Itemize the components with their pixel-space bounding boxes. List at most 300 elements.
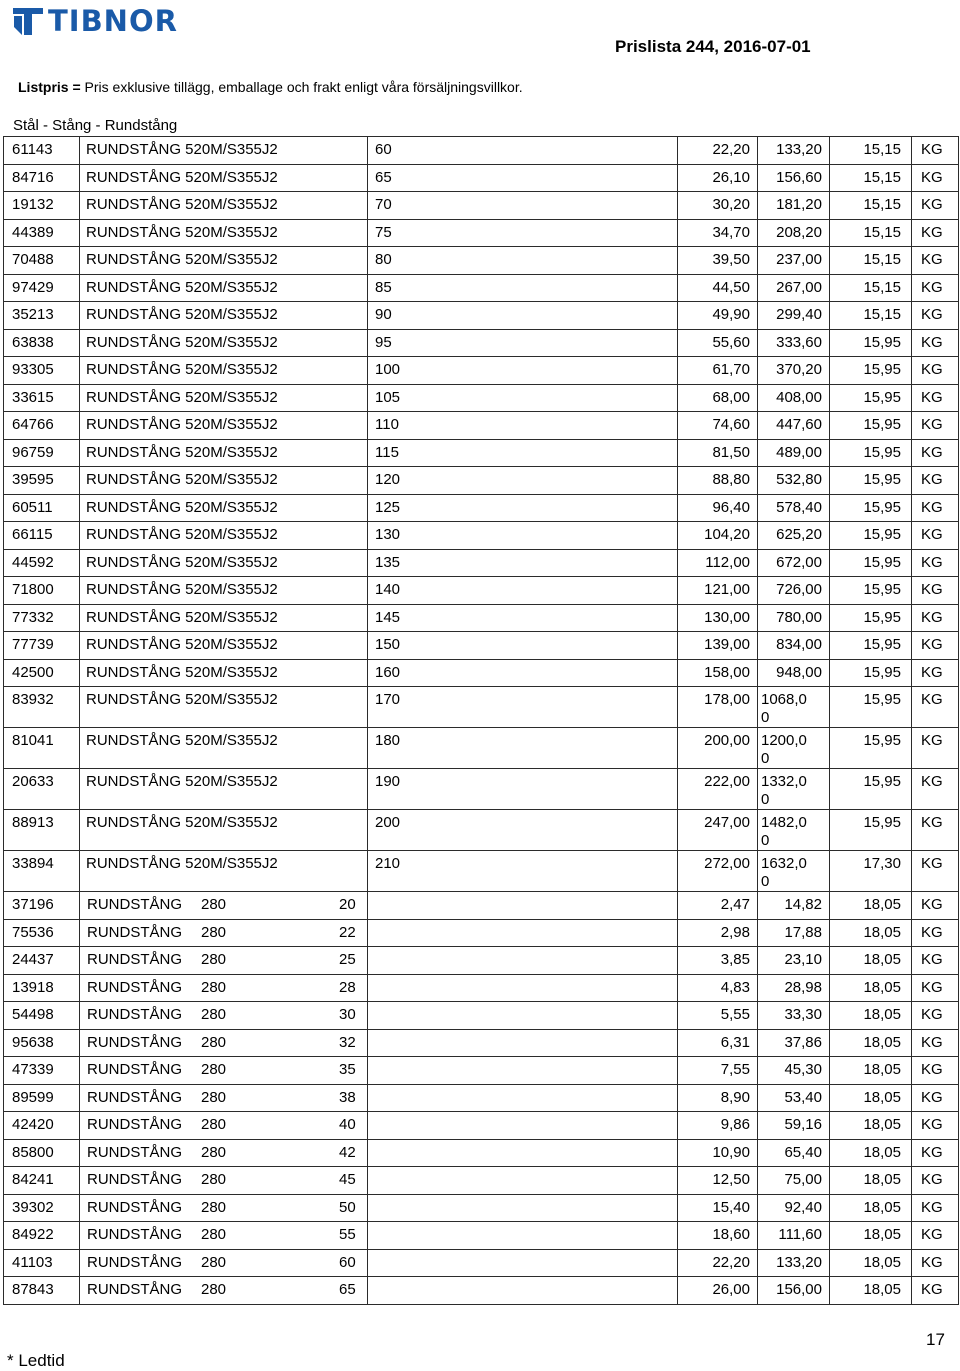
dimension-cell xyxy=(368,632,678,660)
dimension-cell xyxy=(339,1277,678,1305)
price-cell xyxy=(678,1084,758,1112)
dimension: 60 xyxy=(339,1253,356,1271)
table-row xyxy=(4,494,959,522)
total: 181,20 xyxy=(776,196,822,213)
unit-cell xyxy=(912,892,959,920)
unit: KG xyxy=(921,1253,943,1271)
product-name: RUNDSTÅNG 520M/S355J2 xyxy=(86,732,278,749)
total: 333,60 xyxy=(776,333,822,351)
total-cell xyxy=(758,302,830,330)
unit: KG xyxy=(921,1281,943,1298)
price-cell xyxy=(678,1057,758,1085)
total-cell xyxy=(758,632,830,660)
unit: KG xyxy=(921,361,943,378)
product-name-cell xyxy=(80,439,368,467)
article-number-cell xyxy=(4,1002,80,1030)
product-name-cell xyxy=(80,329,368,357)
price: 49,90 xyxy=(712,306,750,323)
price-per-kg: 15,15 xyxy=(863,251,901,268)
article-number: 20633 xyxy=(12,773,54,790)
dimension: 160 xyxy=(375,663,401,681)
table-row xyxy=(4,1057,959,1085)
product-name-cell xyxy=(80,219,368,247)
unit: KG xyxy=(921,814,943,831)
product-name: RUNDSTÅNG xyxy=(87,896,183,913)
article-number: 70488 xyxy=(12,251,54,268)
article-number: 39595 xyxy=(12,471,54,488)
table-row xyxy=(4,412,959,440)
article-number: 93305 xyxy=(12,361,54,378)
article-number: 87843 xyxy=(12,1281,54,1298)
total-cell xyxy=(758,769,830,810)
total: 834,00 xyxy=(776,636,822,653)
unit: KG xyxy=(921,978,943,996)
dimension: 90 xyxy=(375,306,392,323)
price-per-kg: 18,05 xyxy=(863,1226,901,1243)
article-number: 60511 xyxy=(12,498,53,516)
price-per-kg: 15,95 xyxy=(863,361,901,378)
table-row xyxy=(4,810,959,851)
table-row xyxy=(4,687,959,728)
article-number-cell xyxy=(4,1277,80,1305)
total: 28,98 xyxy=(784,978,822,996)
price-per-kg-cell xyxy=(830,728,912,769)
dimension: 35 xyxy=(339,1061,356,1078)
price-cell xyxy=(678,494,758,522)
total-cell xyxy=(758,412,830,440)
grade: 280 xyxy=(201,978,227,996)
price: 2,47 xyxy=(720,896,750,913)
unit-cell xyxy=(912,632,959,660)
product-name-cell xyxy=(80,412,368,440)
price-per-kg-cell xyxy=(830,687,912,728)
article-number: 42420 xyxy=(12,1116,54,1133)
article-number-cell xyxy=(4,467,80,495)
unit-cell xyxy=(912,439,959,467)
table-row xyxy=(4,247,959,275)
article-number-cell xyxy=(4,577,80,605)
dimension: 120 xyxy=(375,471,401,488)
total-cell xyxy=(758,1139,830,1167)
total-cell xyxy=(758,467,830,495)
product-name-cell xyxy=(80,274,368,302)
price: 26,10 xyxy=(712,168,750,186)
unit: KG xyxy=(921,773,943,790)
price-cell xyxy=(678,1139,758,1167)
dimension-cell xyxy=(368,274,678,302)
article-number-cell xyxy=(4,439,80,467)
article-number-cell xyxy=(4,192,80,220)
article-number: 75536 xyxy=(12,923,54,941)
total-cell xyxy=(758,247,830,275)
grade: 280 xyxy=(201,1226,227,1243)
price-per-kg: 17,30 xyxy=(863,855,901,872)
article-number-cell xyxy=(4,412,80,440)
grade: 280 xyxy=(201,923,227,941)
product-name-cell xyxy=(80,687,368,728)
article-number: 83932 xyxy=(12,691,54,708)
price: 5,55 xyxy=(720,1006,750,1023)
product-name-cell xyxy=(80,1002,368,1030)
price-per-kg-cell xyxy=(830,467,912,495)
article-number: 88913 xyxy=(12,814,54,831)
article-number-cell xyxy=(4,769,80,810)
unit-cell xyxy=(912,1194,959,1222)
dimension: 55 xyxy=(339,1226,356,1243)
dimension-cell xyxy=(368,494,678,522)
total-cell xyxy=(758,1029,830,1057)
article-number-cell xyxy=(4,604,80,632)
price-cell xyxy=(678,384,758,412)
total-cell xyxy=(758,728,830,769)
total-cell xyxy=(758,1084,830,1112)
total: 14,82 xyxy=(784,896,822,913)
price-per-kg: 15,95 xyxy=(863,773,901,790)
unit: KG xyxy=(921,732,943,749)
price-per-kg: 15,15 xyxy=(863,141,901,158)
table-row xyxy=(4,1002,959,1030)
unit-cell xyxy=(912,769,959,810)
unit-cell xyxy=(912,1002,959,1030)
product-name: RUNDSTÅNG 520M/S355J2 xyxy=(86,196,278,213)
grade: 280 xyxy=(201,1171,227,1188)
dimension: 20 xyxy=(339,896,356,913)
product-name: RUNDSTÅNG 520M/S355J2 xyxy=(86,855,278,872)
product-name: RUNDSTÅNG 520M/S355J2 xyxy=(86,691,278,708)
dimension: 95 xyxy=(375,333,392,351)
unit-cell xyxy=(912,329,959,357)
price-cell xyxy=(678,1277,758,1305)
total: 726,00 xyxy=(776,581,822,598)
price: 200,00 xyxy=(704,732,750,749)
total-cell xyxy=(758,1222,830,1250)
price: 26,00 xyxy=(712,1281,750,1298)
product-name: RUNDSTÅNG 520M/S355J2 xyxy=(86,416,278,433)
product-name-cell xyxy=(80,659,368,687)
table-row xyxy=(4,164,959,192)
unit-cell xyxy=(912,137,959,165)
price-per-kg-cell xyxy=(830,947,912,975)
total-cell xyxy=(758,947,830,975)
document-title: Prislista 244, 2016-07-01 xyxy=(615,37,811,56)
price-per-kg-cell xyxy=(830,192,912,220)
price-per-kg-cell xyxy=(830,1277,912,1305)
price-cell xyxy=(678,1249,758,1277)
table-row xyxy=(4,974,959,1002)
article-number-cell xyxy=(4,1057,80,1085)
article-number: 77332 xyxy=(12,608,54,626)
table-row xyxy=(4,947,959,975)
price-per-kg-cell xyxy=(830,892,912,920)
product-name-cell xyxy=(80,247,368,275)
product-name: RUNDSTÅNG xyxy=(87,1198,183,1216)
dimension-cell xyxy=(368,439,678,467)
product-name: RUNDSTÅNG 520M/S355J2 xyxy=(86,251,278,268)
dimension-cell xyxy=(368,412,678,440)
price: 81,50 xyxy=(712,443,750,461)
price-cell xyxy=(678,947,758,975)
price-cell xyxy=(678,274,758,302)
product-name-cell xyxy=(80,632,368,660)
product-name-cell xyxy=(80,1139,368,1167)
price: 22,20 xyxy=(712,1253,750,1271)
price-table xyxy=(3,136,959,1305)
article-number-cell xyxy=(4,919,80,947)
table-row xyxy=(4,1167,959,1195)
unit: KG xyxy=(921,581,943,598)
total: 1632,0 0 xyxy=(761,855,807,890)
dimension: 85 xyxy=(375,278,392,296)
price-per-kg-cell xyxy=(830,1002,912,1030)
price-per-kg-cell xyxy=(830,494,912,522)
price: 158,00 xyxy=(704,663,750,681)
product-name-cell xyxy=(80,522,368,550)
price: 222,00 xyxy=(704,773,750,790)
product-name: RUNDSTÅNG xyxy=(87,951,183,968)
price-per-kg: 15,95 xyxy=(863,443,901,461)
dimension-cell xyxy=(339,892,678,920)
total: 489,00 xyxy=(776,443,822,461)
unit-cell xyxy=(912,274,959,302)
price-cell xyxy=(678,577,758,605)
price-cell xyxy=(678,549,758,577)
price-per-kg-cell xyxy=(830,1112,912,1140)
article-number: 64766 xyxy=(12,416,54,433)
product-name-cell xyxy=(80,947,368,975)
unit: KG xyxy=(921,951,943,968)
article-number-cell xyxy=(4,357,80,385)
unit: KG xyxy=(921,663,943,681)
price-per-kg: 15,15 xyxy=(863,168,901,186)
table-row xyxy=(4,728,959,769)
price-per-kg: 15,95 xyxy=(863,814,901,831)
table-row xyxy=(4,274,959,302)
product-name: RUNDSTÅNG 520M/S355J2 xyxy=(86,141,278,158)
article-number-cell xyxy=(4,1167,80,1195)
article-number: 84922 xyxy=(12,1226,54,1243)
price-cell xyxy=(678,1112,758,1140)
dimension-cell xyxy=(339,1084,678,1112)
price-cell xyxy=(678,302,758,330)
total-cell xyxy=(758,1002,830,1030)
article-number-cell xyxy=(4,974,80,1002)
grade: 280 xyxy=(201,1198,227,1216)
table-row xyxy=(4,1029,959,1057)
price-per-kg: 18,05 xyxy=(863,1061,901,1078)
dimension-cell xyxy=(368,728,678,769)
total-cell xyxy=(758,892,830,920)
article-number: 33615 xyxy=(12,388,54,406)
unit-cell xyxy=(912,357,959,385)
price-per-kg: 15,95 xyxy=(863,553,901,571)
unit-cell xyxy=(912,1112,959,1140)
unit-cell xyxy=(912,549,959,577)
unit: KG xyxy=(921,333,943,351)
price: 39,50 xyxy=(712,251,750,268)
dimension: 22 xyxy=(339,923,356,941)
unit-cell xyxy=(912,1084,959,1112)
tibnor-logo-text: TIBNOR xyxy=(48,4,178,38)
price-cell xyxy=(678,219,758,247)
product-name: RUNDSTÅNG xyxy=(87,1143,183,1161)
total: 237,00 xyxy=(776,251,822,268)
price-cell xyxy=(678,1029,758,1057)
unit-cell xyxy=(912,1277,959,1305)
price: 74,60 xyxy=(712,416,750,433)
table-row xyxy=(4,137,959,165)
total: 1332,0 0 xyxy=(761,773,807,808)
article-number-cell xyxy=(4,137,80,165)
price-per-kg-cell xyxy=(830,274,912,302)
article-number-cell xyxy=(4,728,80,769)
total: 59,16 xyxy=(784,1116,822,1133)
table-row xyxy=(4,604,959,632)
price: 22,20 xyxy=(712,141,750,158)
article-number: 95638 xyxy=(12,1033,54,1051)
grade: 280 xyxy=(201,1088,227,1106)
unit: KG xyxy=(921,223,943,241)
product-name: RUNDSTÅNG 520M/S355J2 xyxy=(86,278,278,296)
article-number-cell xyxy=(4,384,80,412)
unit: KG xyxy=(921,526,943,543)
grade: 280 xyxy=(201,951,227,968)
total: 625,20 xyxy=(776,526,822,543)
total: 370,20 xyxy=(776,361,822,378)
price-per-kg-cell xyxy=(830,384,912,412)
dimension-cell xyxy=(368,247,678,275)
price-per-kg: 15,95 xyxy=(863,663,901,681)
price-per-kg: 15,95 xyxy=(863,416,901,433)
listpris-text: Pris exklusive tillägg, emballage och frakt enligt våra försäljningsvillkor. xyxy=(84,79,523,95)
total: 111,60 xyxy=(778,1226,822,1243)
unit-cell xyxy=(912,302,959,330)
price-cell xyxy=(678,137,758,165)
dimension-cell xyxy=(368,164,678,192)
price: 44,50 xyxy=(712,278,750,296)
total: 133,20 xyxy=(776,1253,822,1271)
dimension: 65 xyxy=(375,168,392,186)
listpris-label: Listpris = xyxy=(18,79,81,95)
price: 272,00 xyxy=(704,855,750,872)
dimension: 135 xyxy=(375,553,401,571)
price-per-kg-cell xyxy=(830,1167,912,1195)
product-name-cell xyxy=(80,384,368,412)
product-name: RUNDSTÅNG 520M/S355J2 xyxy=(86,636,278,653)
price-per-kg-cell xyxy=(830,659,912,687)
unit: KG xyxy=(921,896,943,913)
total: 65,40 xyxy=(784,1143,822,1161)
unit: KG xyxy=(921,416,943,433)
product-name-cell xyxy=(80,164,368,192)
price: 30,20 xyxy=(712,196,750,213)
product-name-cell xyxy=(80,1029,368,1057)
dimension: 75 xyxy=(375,223,392,241)
product-name-cell xyxy=(80,577,368,605)
dimension-cell xyxy=(339,1002,678,1030)
article-number: 41103 xyxy=(12,1253,53,1271)
price: 18,60 xyxy=(712,1226,750,1243)
price-cell xyxy=(678,1167,758,1195)
dimension: 30 xyxy=(339,1006,356,1023)
price-per-kg: 18,05 xyxy=(863,1143,901,1161)
product-name: RUNDSTÅNG 520M/S355J2 xyxy=(86,773,278,790)
product-name: RUNDSTÅNG xyxy=(87,923,183,941)
product-name: RUNDSTÅNG xyxy=(87,1171,183,1188)
total-cell xyxy=(758,137,830,165)
product-name-cell xyxy=(80,604,368,632)
price-per-kg: 18,05 xyxy=(863,1088,901,1106)
article-number-cell xyxy=(4,810,80,851)
total: 92,40 xyxy=(784,1198,822,1216)
article-number-cell xyxy=(4,329,80,357)
price-per-kg-cell xyxy=(830,604,912,632)
price-per-kg: 18,05 xyxy=(863,951,901,968)
unit: KG xyxy=(921,306,943,323)
price-per-kg-cell xyxy=(830,164,912,192)
price-cell xyxy=(678,164,758,192)
article-number: 13918 xyxy=(12,978,54,996)
product-name: RUNDSTÅNG xyxy=(87,978,183,996)
price-per-kg: 18,05 xyxy=(863,1253,901,1271)
price: 112,00 xyxy=(705,553,750,571)
total: 578,40 xyxy=(776,498,822,516)
article-number-cell xyxy=(4,1139,80,1167)
price-per-kg: 15,95 xyxy=(863,581,901,598)
total-cell xyxy=(758,384,830,412)
price-cell xyxy=(678,1222,758,1250)
price: 55,60 xyxy=(712,333,750,351)
unit-cell xyxy=(912,522,959,550)
table-row xyxy=(4,1222,959,1250)
article-number-cell xyxy=(4,1084,80,1112)
price-cell xyxy=(678,522,758,550)
product-name: RUNDSTÅNG 520M/S355J2 xyxy=(86,498,278,516)
total: 45,30 xyxy=(784,1061,822,1078)
article-number: 77739 xyxy=(12,636,54,653)
unit-cell xyxy=(912,851,959,892)
unit-cell xyxy=(912,384,959,412)
product-name: RUNDSTÅNG 520M/S355J2 xyxy=(86,526,278,543)
unit-cell xyxy=(912,192,959,220)
price-per-kg: 15,95 xyxy=(863,732,901,749)
total-cell xyxy=(758,164,830,192)
price-per-kg: 15,95 xyxy=(863,691,901,708)
price: 7,55 xyxy=(720,1061,750,1078)
dimension: 40 xyxy=(339,1116,356,1133)
product-name-cell xyxy=(80,728,368,769)
table-row xyxy=(4,851,959,892)
price-cell xyxy=(678,632,758,660)
article-number: 24437 xyxy=(12,951,54,968)
total: 447,60 xyxy=(776,416,822,433)
unit: KG xyxy=(921,923,943,941)
article-number-cell xyxy=(4,1029,80,1057)
price-cell xyxy=(678,467,758,495)
total-cell xyxy=(758,522,830,550)
price-per-kg-cell xyxy=(830,919,912,947)
unit-cell xyxy=(912,974,959,1002)
product-name: RUNDSTÅNG xyxy=(87,1281,183,1298)
product-name-cell xyxy=(80,1112,368,1140)
total-cell xyxy=(758,357,830,385)
price-cell xyxy=(678,1194,758,1222)
dimension: 150 xyxy=(375,636,401,653)
dimension-cell xyxy=(368,329,678,357)
dimension: 45 xyxy=(339,1171,356,1188)
price-per-kg-cell xyxy=(830,769,912,810)
grade: 280 xyxy=(201,1033,227,1051)
table-row xyxy=(4,1139,959,1167)
